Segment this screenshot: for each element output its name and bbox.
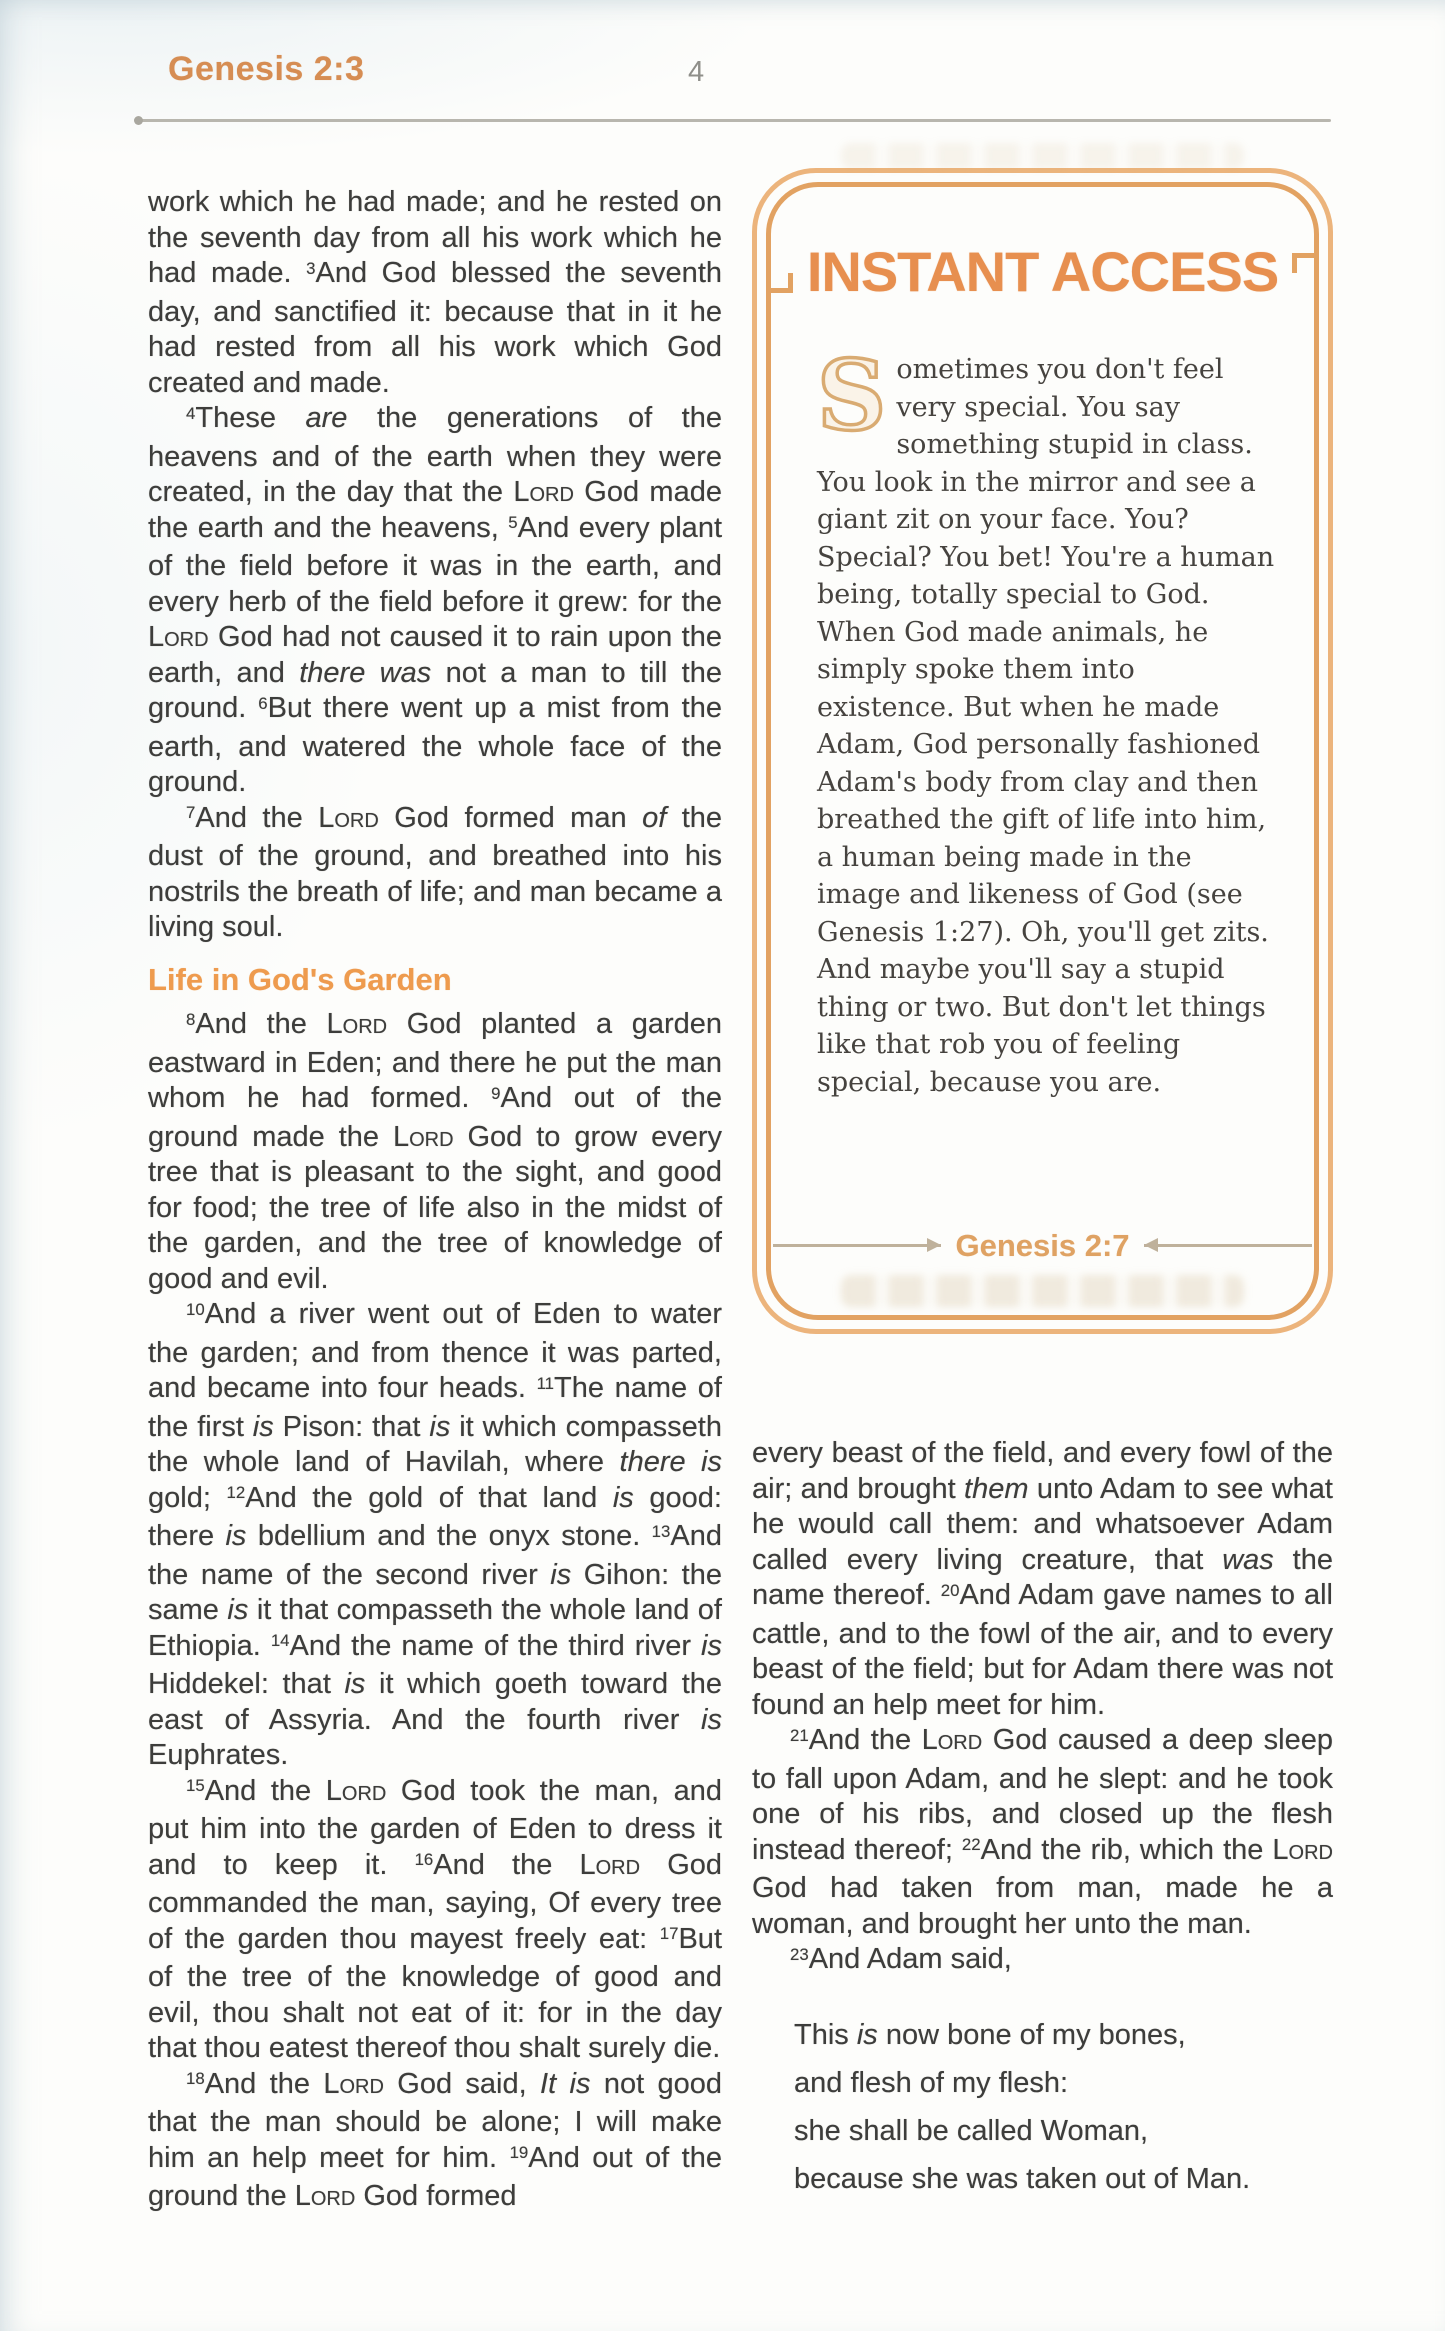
verse-paragraph: $^7$And the Lord God formed man of the dust of the ground, and breathed into his nostrils the breath of life; and man became a living soul.	[148, 801, 723, 943]
verse-paragraph: $^8$And the Lord God planted a garden eastward in Eden; and there he put the man whom he had formed. $^9$And out of the ground made the Lord God to grow every tree that is pleasant to the sight, and good for food; the tree of life also in the midst of the garden, and the tree of knowledge of good and evil.	[148, 1008, 723, 1295]
title-connector-right	[1286, 243, 1314, 301]
page-showthrough-smudge	[841, 143, 1244, 169]
callout-body-text: ometimes you don't feel very special. You say something stupid in class. You look in the mirror and see a giant zit on your face. You? Special? You bet! You're a human being, totally special to God. When God made animals, he simply spoke them into existence. But when he made Adam, God personally fashioned Adam's body from clay and then breathed the gift of life into him, a human being made in the image and likeness of God (see Genesis 1:27). Oh, you'll get zits. And maybe you'll say a stupid thing or two. But don't let things like that rob you of feeling special, because you are.	[817, 354, 1275, 1098]
verse-paragraph: $^{23}$And Adam said,	[790, 1943, 1012, 1975]
page-number: 4	[688, 56, 705, 88]
arrow-left-icon	[1144, 1244, 1312, 1247]
verse-paragraph: $^4$These are the generations of the heavens and of the earth when they were created, in the day that the Lord God made the earth and the heavens, $^5$And every plant of the field before it was in the earth, and every herb of the field before it grew: for the Lord God had not caused it to rain upon the earth, and there was not a man to till the ground. $^6$But there went up a mist from the earth, and watered the whole face of the ground.	[148, 402, 722, 798]
callout-reference: Genesis 2:7	[955, 1227, 1130, 1263]
arrow-right-icon	[773, 1244, 941, 1247]
verse-paragraph: $^{18}$And the Lord God said, It is not good that the man should be alone; I will make him an help meet for him. $^{19}$And out of the ground the Lord God formed	[148, 2067, 723, 2212]
verse-paragraph: $^{10}$And a river went out of Eden to water the garden; and from thence it was parted, and became into four heads. $^{11}$The name of the first is Pison: that is it which compasseth the whole land of Havilah, where there is gold; $^{12}$And the gold of that land is good: there is bdellium and the onyx stone. $^{13}$And the name of the second river is Gihon: the same is it that compasseth the whole land of Ethiopia. $^{14}$And the name of the third river is Hiddekel: that is it which goeth toward the east of Assyria. And the fourth river is Euphrates.	[148, 1298, 723, 1771]
dropcap-letter: S	[817, 339, 887, 452]
callout-inner-frame	[766, 182, 1319, 1320]
verse-paragraph: $^{21}$And the Lord God caused a deep sleep to fall upon Adam, and he slept: and he took one of his ribs, and closed up the flesh instead thereof; $^{22}$And the rib, which the Lord God had taken from man, made he a woman, and brought her unto the man.	[752, 1724, 1333, 1940]
left-column	[148, 185, 722, 2215]
running-head-reference: Genesis 2:3	[168, 50, 365, 88]
right-column	[752, 168, 1333, 2203]
callout-title-row	[771, 240, 1314, 303]
section-heading: Life in God's Garden	[148, 961, 452, 997]
verse-paragraph: work which he had made; and he rested on the seventh day from all his work which he had made. $^3$And God blessed the seventh day, and sanctified it: because that in it he had rested from all his work which God created and made.	[148, 186, 722, 399]
callout-title: INSTANT ACCESS	[806, 240, 1279, 303]
instant-access-callout-box	[752, 168, 1333, 1334]
callout-body	[817, 339, 1278, 1101]
poetry-block: This is now bone of my bones, and flesh of my flesh: she shall be called Woman, because she was taken out of Man.	[794, 2018, 1251, 2195]
title-connector-left	[771, 243, 799, 301]
verse-paragraph: $^{15}$And the Lord God took the man, and put him into the garden of Eden to dress it and to keep it. $^{16}$And the Lord God commanded the man, saying, Of every tree of the garden thou mayest freely eat: $^{17}$But of the tree of the knowledge of good and evil, thou shalt not eat of it: for in the day that thou eatest thereof thou shalt surely die.	[148, 1774, 723, 2064]
callout-reference-row	[773, 1228, 1312, 1264]
header-rule	[141, 119, 1331, 122]
verse-paragraph: every beast of the field, and every fowl of the air; and brought them unto Adam to see what he would call them: and whatsoever Adam called every living creature, that was the name thereof. $^{20}$And Adam gave names to all cattle, and to the fowl of the air, and to every beast of the field; but for Adam there was not found an help meet for him.	[752, 1437, 1333, 1721]
page-showthrough-smudge	[841, 1275, 1244, 1307]
